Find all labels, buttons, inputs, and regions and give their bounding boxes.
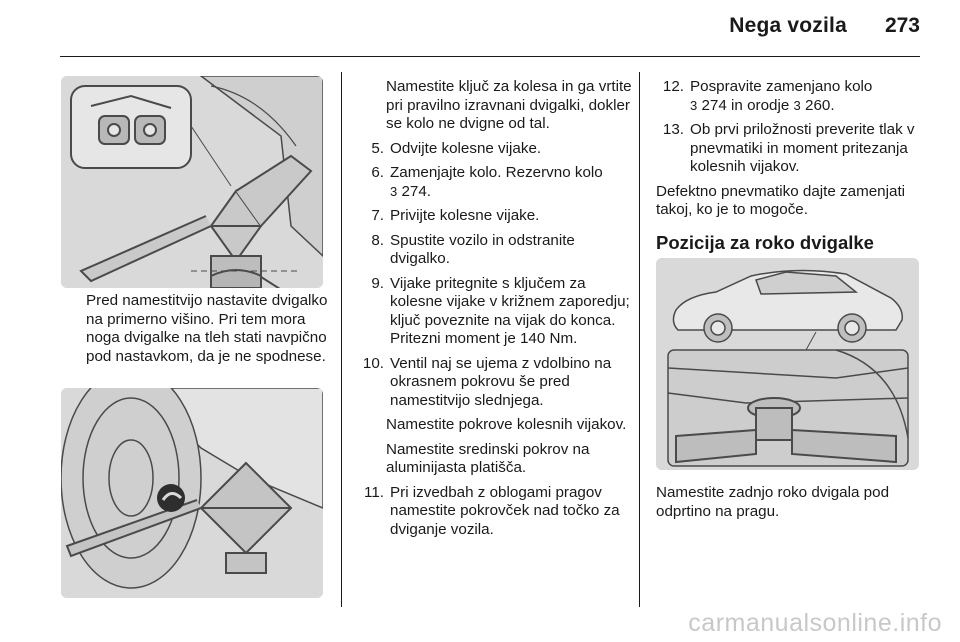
step-13 [656, 121, 930, 177]
jack-under-wheel-drawing [61, 388, 323, 598]
step-number: 9. [371, 274, 384, 292]
column-middle [356, 78, 632, 545]
step-6 [356, 164, 632, 201]
watermark-text: carmanualsonline.info [688, 609, 942, 637]
jack-close-up-drawing [61, 76, 323, 288]
step-11 [356, 484, 632, 540]
page-reference-icon: 3 [793, 97, 801, 113]
step-text: Spustite vozilo in odstranite dvigalko. [390, 231, 575, 267]
page-reference-link[interactable]: 274. [401, 182, 432, 200]
page-reference-link[interactable]: 260. [805, 96, 835, 114]
step-number: 7. [371, 207, 384, 224]
jack-arm-caption: Namestite zadnjo roko dvigala pod odprtino na pragu. [656, 484, 890, 520]
step-text: Vijake pritegnite s ključem za kolesne vijake v križnem zaporedju; ključ poveznite na vijak do konca. Pritezni moment je 140 Nm. [390, 274, 630, 347]
lift-instruction: Namestite ključ za kolesa in ga vrtite pri pravilno izravnani dvigalki, dokler se kolo ne dvigne od tal. [386, 78, 632, 132]
step-7 [356, 207, 632, 226]
step-text: Ventil naj se ujema z vdolbino na okrasnem pokrovu še pred namestitvijo slednjega. [390, 354, 612, 409]
step-number: 8. [371, 231, 384, 249]
page-header [729, 14, 920, 48]
step-5 [356, 140, 632, 159]
section-title: Nega vozila [729, 14, 847, 37]
jack-position-car-figure [656, 258, 919, 470]
step-8 [356, 232, 632, 269]
page-reference-icon: 3 [390, 183, 398, 199]
jack-height-caption: Pred namestitvijo nastavite dvigalko na primerno višino. Pri tem mora noga dvigalke na tleh stati navpično pod nastavkom, da je ne spodnese. [86, 292, 328, 365]
step-text: Zamenjajte kolo. Rezervno kolo [390, 164, 603, 181]
step-number: 5. [371, 139, 384, 157]
step-10-sub-b: Namestite sredinski pokrov na aluminijasta platišča. [386, 440, 590, 476]
column-divider-right [639, 72, 640, 607]
step-text: Privijte kolesne vijake. [390, 207, 540, 224]
step-12 [656, 78, 930, 115]
step-text: Ob prvi priložnosti preverite tlak v pnevmatiki in moment pritezanja kolesnih vijakov. [690, 121, 915, 175]
column-right [656, 78, 930, 262]
jack-close-up-figure [61, 76, 323, 288]
step-number: 6. [371, 164, 384, 181]
column-divider-left [341, 72, 342, 607]
header-rule [60, 56, 920, 57]
step-number: 12. [662, 78, 684, 95]
jack-under-wheel-figure [61, 388, 323, 598]
step-number: 10. [362, 354, 384, 372]
step-number: 13. [662, 121, 684, 138]
step-10 [356, 355, 632, 411]
section-subheading: Pozicija za roko dvigalke [656, 231, 874, 253]
step-text: Pri izvedbah z oblogami pragov namestite pokrovček nad točko za dviganje vozila. [390, 483, 620, 538]
tire-replacement-note: Defektno pnevmatiko dajte zamenjati takoj, ko je to mogoče. [656, 182, 906, 218]
step-text: Odvijte kolesne vijake. [390, 139, 542, 157]
step-text: Pospravite zamenjano kolo [690, 78, 873, 95]
page-reference-icon: 3 [690, 97, 698, 113]
step-10-sub-a: Namestite pokrove kolesnih vijakov. [386, 416, 627, 433]
car-jack-position-drawing [656, 258, 919, 470]
step-number: 11. [364, 483, 384, 501]
page-reference-link[interactable]: 274 in orodje [701, 96, 790, 114]
page-number: 273 [884, 14, 920, 37]
step-9 [356, 275, 632, 349]
